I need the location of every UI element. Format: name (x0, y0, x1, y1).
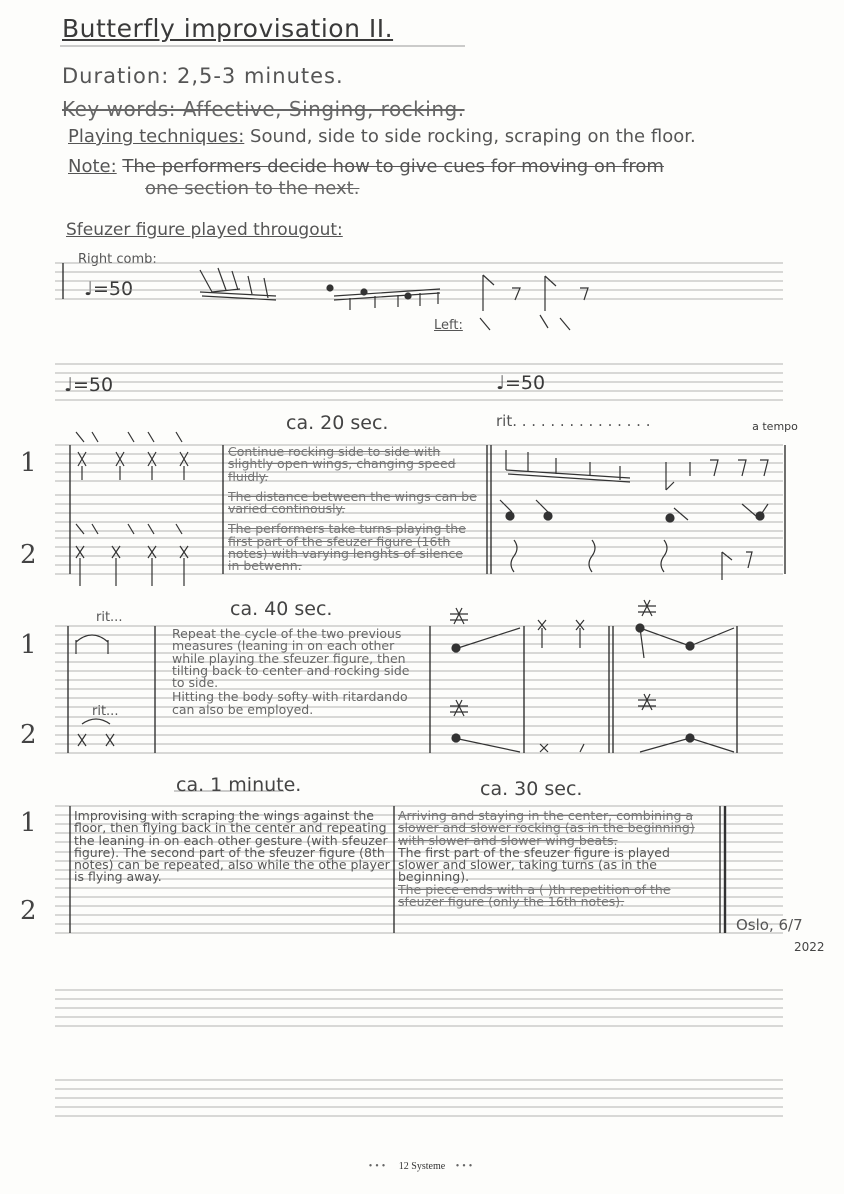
signature-place: Oslo, 6/7 (736, 916, 803, 934)
section2-rit-2: rit... (92, 704, 119, 719)
section1-p3: The performers take turns playing the first part of the sfeuzer figure (16th notes) with varying lenghts of silence in betwenn. (228, 521, 466, 574)
section4-p3: The piece ends with a ( )th repetition of the sfeuzer figure (only the 16th notes). (398, 881, 671, 910)
signature-year: 2022 (794, 940, 825, 954)
sfeuzer-heading: Sfeuzer figure played througout: (66, 220, 343, 240)
system-number-1c: 1 (20, 808, 37, 838)
section4-text (398, 810, 714, 908)
section2-duration: ca. 40 sec. (230, 598, 333, 620)
section2-p1: Repeat the cycle of the two previous measures (leaning in on each other while playing the sfeuzer figure, then tilting back to center and rocking side to side. (172, 626, 410, 691)
duration-line: Duration: 2,5-3 minutes. (62, 64, 344, 88)
section4-duration: ca. 30 sec. (480, 778, 583, 800)
note-label: Note: (68, 156, 117, 177)
system-number-1a: 1 (20, 448, 37, 478)
section3-text: Improvising with scraping the wings against the floor, then flying back in the center and repeating the leaning in on each other gesture (with sfeuzer figure). The second part of the sfeuzer figure (8th notes) can be repeated, also while the othe player is flying away. (74, 808, 390, 885)
system-number-2b: 2 (20, 720, 37, 750)
section3-duration: ca. 1 minute. (176, 774, 302, 796)
page-title: Butterfly improvisation II. (62, 14, 394, 43)
section4-p2: The first part of the sfeuzer figure is played slower and slower, taking turns (as in the beginning). (398, 844, 670, 885)
section1-text (228, 446, 478, 573)
section2-p2: Hitting the body softy with ritardando can also be employed. (172, 689, 408, 717)
left-label: Left: (434, 318, 463, 333)
note-text-2: one section to the next. (145, 178, 360, 199)
techniques-text: Sound, side to side rocking, scraping on the floor. (250, 126, 696, 147)
keywords-line: Key words: Affective, Singing, rocking. (62, 97, 465, 121)
section2-text (172, 628, 422, 716)
section1-rit: rit. . . . . . . . . . . . . . . (496, 412, 651, 430)
footer-label: 12 Systeme (398, 1161, 446, 1172)
system-number-1b: 1 (20, 630, 37, 660)
section1-duration: ca. 20 sec. (286, 412, 389, 434)
intro-tempo: ♩=50 (84, 278, 134, 300)
footer-dots-right: ••• (455, 1161, 476, 1172)
section1-a-tempo: a tempo (752, 420, 798, 433)
section1-tempo-left: ♩=50 (64, 374, 114, 396)
section2-rit-1: rit... (96, 610, 123, 625)
techniques-label: Playing techniques: (68, 126, 245, 147)
right-comb-label: Right comb: (78, 252, 157, 267)
section4-p1: Arriving and staying in the center, combining a slower and slower rocking (as in the beginning) with slower and slower wing beats. (398, 808, 695, 848)
section1-tempo-right: ♩=50 (496, 372, 546, 394)
footer-dots-left: ••• (368, 1161, 389, 1172)
system-number-2c: 2 (20, 896, 37, 926)
system-number-2a: 2 (20, 540, 37, 570)
section1-p1: Continue rocking side to side with slightly open wings, changing speed fluidly. (228, 444, 456, 484)
note-text-1: The performers decide how to give cues for moving on from (122, 156, 664, 177)
section1-p2: The distance between the wings can be varied continously. (228, 488, 477, 517)
page-footer (0, 1161, 844, 1172)
